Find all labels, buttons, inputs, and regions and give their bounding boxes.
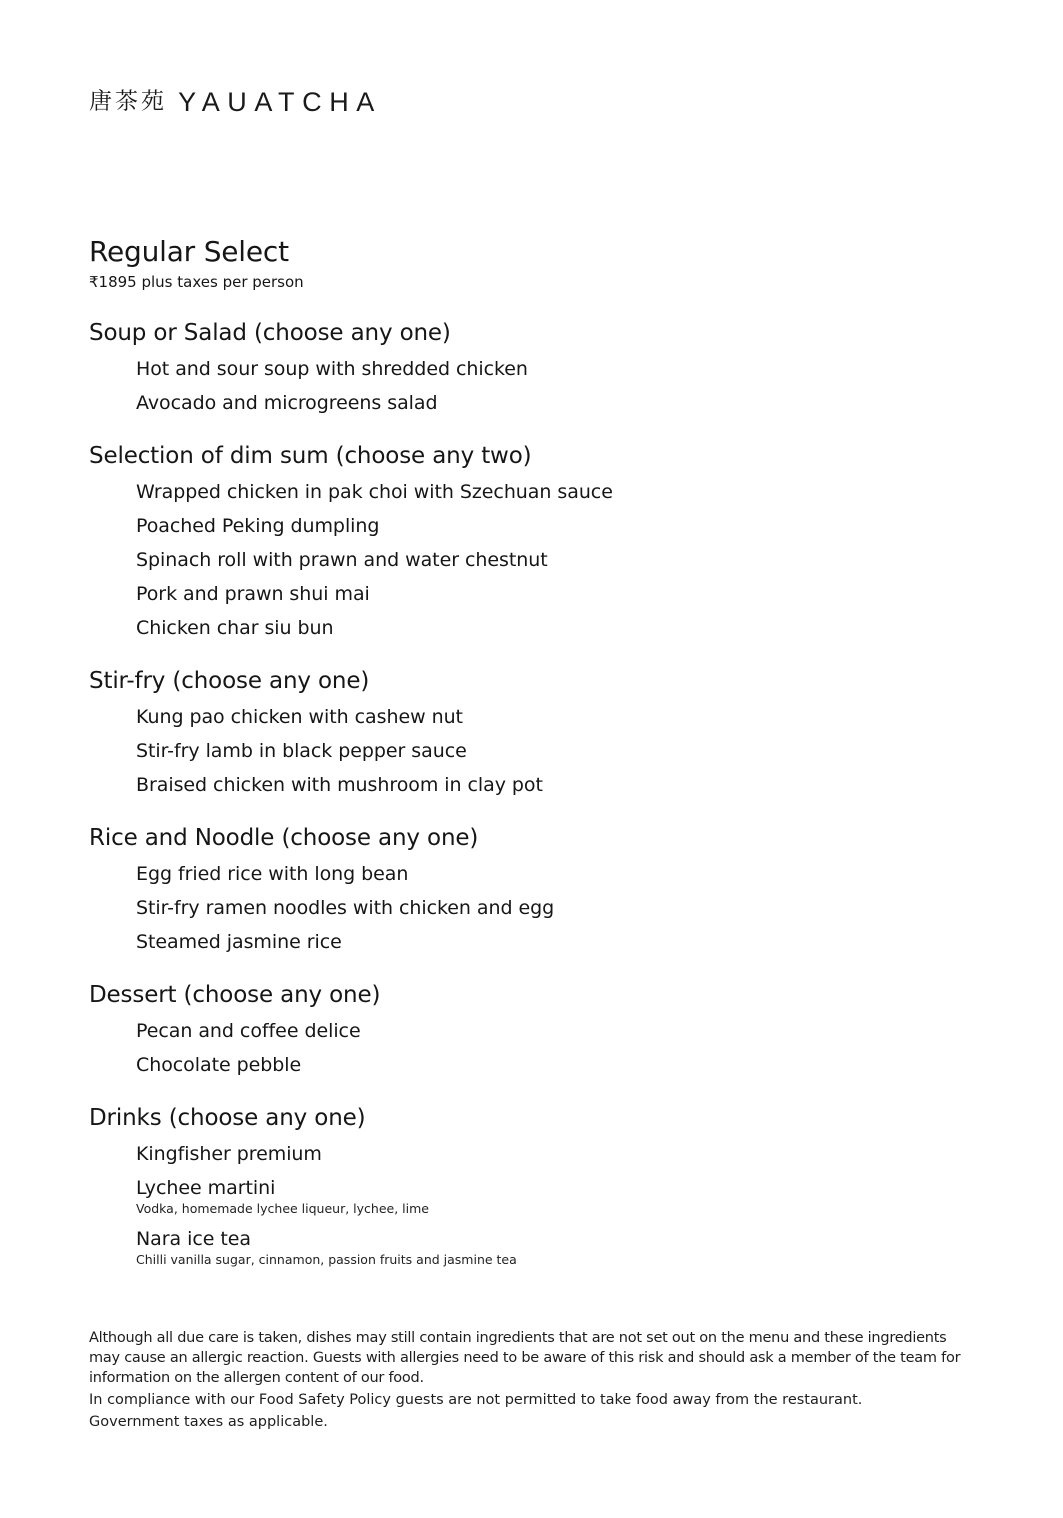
menu-item-name: Braised chicken with mushroom in clay pot <box>136 774 543 796</box>
menu-item <box>136 577 989 611</box>
section-title: Drinks (choose any one) <box>89 1105 366 1131</box>
brand-name: YAUATCHA <box>178 86 382 117</box>
menu-item <box>136 700 989 734</box>
brand-chinese-name: 唐茶苑 <box>89 88 167 115</box>
menu-item-name: Stir-fry ramen noodles with chicken and egg <box>136 897 555 919</box>
menu-section <box>89 979 989 1082</box>
menu-item-name: Steamed jasmine rice <box>136 931 342 953</box>
menu-item-name: Pork and prawn shui mai <box>136 583 370 605</box>
menu-item-name: Hot and sour soup with shredded chicken <box>136 358 528 380</box>
menu-section <box>89 440 989 645</box>
menu-item-name: Poached Peking dumpling <box>136 515 380 537</box>
section-title: Soup or Salad (choose any one) <box>89 320 451 346</box>
menu-item <box>136 1048 989 1082</box>
menu-item <box>136 611 989 645</box>
menu-item-name: Pecan and coffee delice <box>136 1020 361 1042</box>
menu-item <box>136 1014 989 1048</box>
menu-item <box>136 1222 989 1267</box>
menu-section <box>89 317 989 420</box>
menu-item-name: Nara ice tea <box>136 1228 251 1250</box>
menu-title: Regular Select <box>89 235 289 268</box>
menu-item-description: Vodka, homemade lychee liqueur, lychee, lime <box>136 1201 429 1216</box>
menu-item <box>136 1171 989 1216</box>
allergen-notice: Although all due care is taken, dishes may still contain ingredients that are not set out on the menu and these ingredients may cause an allergic reaction. Guests with allergies need to be aware of this risk and should ask a member of the team for information on the allergen content of our food. <box>89 1330 961 1386</box>
menu-item-name: Stir-fry lamb in black pepper sauce <box>136 740 467 762</box>
menu-price: ₹1895 plus taxes per person <box>89 273 304 291</box>
menu-item <box>136 475 989 509</box>
menu-item-name: Kung pao chicken with cashew nut <box>136 706 463 728</box>
menu-item-description: Chilli vanilla sugar, cinnamon, passion fruits and jasmine tea <box>136 1252 517 1267</box>
section-title: Stir-fry (choose any one) <box>89 668 370 694</box>
menu-item <box>136 768 989 802</box>
menu-item-name: Spinach roll with prawn and water chestnut <box>136 549 548 571</box>
section-title: Rice and Noodle (choose any one) <box>89 825 479 851</box>
menu-section <box>89 1102 989 1267</box>
food-safety-notice: In compliance with our Food Safety Policy guests are not permitted to take food away from the restaurant. <box>89 1392 863 1408</box>
menu-item <box>136 891 989 925</box>
menu-item <box>136 352 989 386</box>
menu-item-name: Chocolate pebble <box>136 1054 302 1076</box>
menu-sections <box>89 317 989 1287</box>
menu-item <box>136 734 989 768</box>
menu-item-name: Kingfisher premium <box>136 1143 322 1165</box>
menu-item <box>136 857 989 891</box>
section-title: Dessert (choose any one) <box>89 982 381 1008</box>
footer-notes <box>89 1328 974 1434</box>
menu-item <box>136 386 989 420</box>
menu-item-name: Avocado and microgreens salad <box>136 392 438 414</box>
menu-item <box>136 509 989 543</box>
menu-section <box>89 665 989 802</box>
section-title: Selection of dim sum (choose any two) <box>89 443 532 469</box>
brand-logo <box>89 84 382 118</box>
menu-item-name: Lychee martini <box>136 1177 276 1199</box>
menu-item <box>136 925 989 959</box>
menu-item-name: Egg fried rice with long bean <box>136 863 409 885</box>
taxes-notice: Government taxes as applicable. <box>89 1414 328 1430</box>
menu-item-name: Chicken char siu bun <box>136 617 334 639</box>
menu-section <box>89 822 989 959</box>
menu-item <box>136 1137 989 1171</box>
menu-item-name: Wrapped chicken in pak choi with Szechuan sauce <box>136 481 613 503</box>
menu-item <box>136 543 989 577</box>
